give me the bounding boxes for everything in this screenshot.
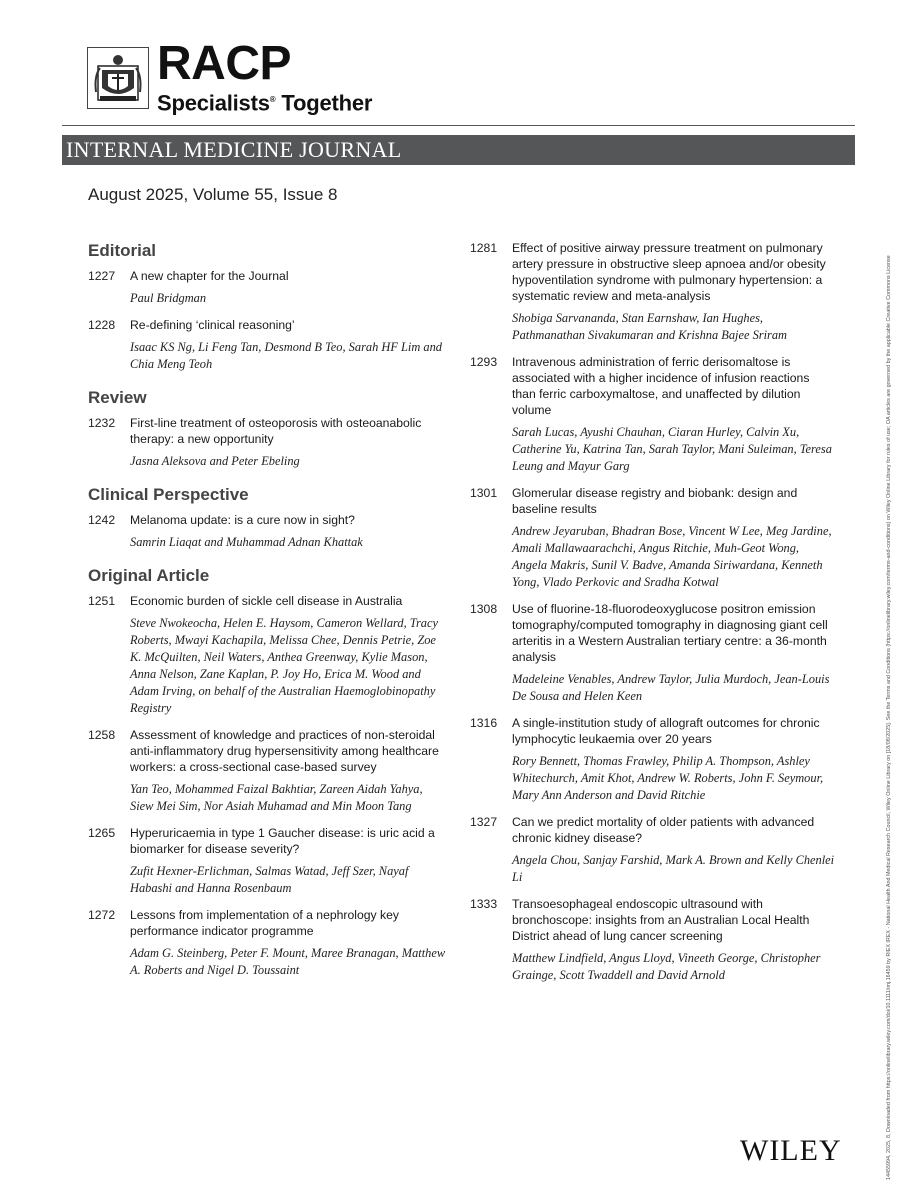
article-title: Assessment of knowledge and practices of non-steroidal anti-inflammatory drug hypersensitivity among healthcare workers: a cross-sectional case-based survey bbox=[130, 728, 439, 774]
entry-body bbox=[512, 240, 835, 344]
toc-entry bbox=[88, 727, 448, 815]
entry-body bbox=[130, 268, 448, 307]
article-authors: Madeleine Venables, Andrew Taylor, Julia Murdoch, Jean-Louis De Sousa and Helen Keen bbox=[512, 672, 830, 703]
page-number: 1281 bbox=[470, 241, 498, 255]
registered-mark: ® bbox=[269, 95, 276, 104]
article-authors: Paul Bridgman bbox=[130, 291, 207, 305]
section-heading: Review bbox=[88, 388, 147, 407]
article-title: Re-defining ‘clinical reasoning’ bbox=[130, 318, 295, 332]
entry-body bbox=[512, 715, 835, 804]
crest-icon bbox=[92, 52, 144, 104]
journal-title: INTERNAL MEDICINE JOURNAL bbox=[66, 137, 402, 162]
logo-tagline bbox=[157, 88, 372, 115]
toc-entry bbox=[470, 814, 835, 886]
entry-body bbox=[130, 727, 448, 815]
page-number: 1272 bbox=[88, 908, 116, 922]
article-authors: Jasna Aleksova and Peter Ebeling bbox=[130, 454, 300, 468]
toc-entry bbox=[470, 240, 835, 344]
download-notice: 14455994, 2025, 8, Downloaded from https://onlinelibrary.wiley.com/doi/10.1111/imj.16459 by RIEX IREX - National Health And Medical Research Council, Wiley Online Library on [18/08/2025]. See the Terms and Conditions (https://onlinelibrary.wiley.com/terms-and-conditions) on Wiley Online Library for rules of use; OA articles are governed by the applicable Creative Commons License bbox=[886, 255, 892, 1180]
tagline-end: Together bbox=[275, 90, 373, 116]
page-number: 1242 bbox=[88, 513, 116, 527]
page-number: 1232 bbox=[88, 416, 116, 430]
article-title: A single-institution study of allograft outcomes for chronic lymphocytic leukaemia over 20 years bbox=[512, 716, 820, 746]
toc-entry bbox=[88, 907, 448, 979]
article-title: Can we predict mortality of older patients with advanced chronic kidney disease? bbox=[512, 815, 815, 845]
toc-left-column bbox=[88, 240, 448, 989]
entry-body bbox=[130, 415, 448, 470]
article-authors: Zufit Hexner-Erlichman, Salmas Watad, Jeff Szer, Nayaf Habashi and Hanna Rosenbaum bbox=[130, 864, 409, 895]
article-title: Melanoma update: is a cure now in sight? bbox=[130, 513, 355, 527]
page-number: 1333 bbox=[470, 897, 498, 911]
article-authors: Matthew Lindfield, Angus Lloyd, Vineeth George, Christopher Grainge, Scott Twaddell and David Arnold bbox=[512, 951, 821, 982]
toc-entry bbox=[88, 268, 448, 307]
article-title: First-line treatment of osteoporosis with osteoanabolic therapy: a new opportunity bbox=[130, 416, 422, 446]
entry-body bbox=[130, 512, 448, 551]
article-authors: Sarah Lucas, Ayushi Chauhan, Ciaran Hurley, Calvin Xu, Catherine Yu, Katrina Tan, Sarah Taylor, Mani Suleiman, Teresa Leung and Mayur Garg bbox=[512, 425, 832, 473]
article-title: Intravenous administration of ferric derisomaltose is associated with a higher incidence of infusion reactions than ferric carboxymaltose, and unaffected by dilution volume bbox=[512, 355, 810, 417]
article-title: Hyperuricaemia in type 1 Gaucher disease: is uric acid a biomarker for disease severity? bbox=[130, 826, 435, 856]
entry-body bbox=[512, 485, 835, 591]
article-authors: Steve Nwokeocha, Helen E. Haysom, Cameron Wellard, Tracy Roberts, Mwayi Kachapila, Melissa Chee, Dennis Petrie, Zoe K. McQuilten, Neil Waters, Anthea Greenway, Kylie Mason, Anna Nelson, Zane Kaplan, P. Joy Ho, Erica M. Wood and Adam Irving, on behalf of the Australian Haemoglobinopathy Registry bbox=[130, 616, 438, 715]
racp-crest-logo bbox=[87, 47, 149, 109]
article-title: Transoesophageal endoscopic ultrasound with bronchoscope: insights from an Australian Local Health District ahead of lung cancer screening bbox=[512, 897, 810, 943]
page-number: 1301 bbox=[470, 486, 498, 500]
article-title: Economic burden of sickle cell disease in Australia bbox=[130, 594, 403, 608]
publisher-logo: WILEY bbox=[740, 1134, 842, 1167]
issue-info: August 2025, Volume 55, Issue 8 bbox=[88, 185, 338, 204]
article-authors: Rory Bennett, Thomas Frawley, Philip A. Thompson, Ashley Whitechurch, Amit Khot, Andrew W. Roberts, John F. Seymour, Mary Ann Anderson and David Ritchie bbox=[512, 754, 824, 802]
entry-body bbox=[130, 907, 448, 979]
page-number: 1308 bbox=[470, 602, 498, 616]
article-authors: Isaac KS Ng, Li Feng Tan, Desmond B Teo, Sarah HF Lim and Chia Meng Teoh bbox=[130, 340, 442, 371]
page-number: 1293 bbox=[470, 355, 498, 369]
article-authors: Yan Teo, Mohammed Faizal Bakhtiar, Zareen Aidah Yahya, Siew Mei Sim, Nor Asiah Muhamad and Min Moon Tang bbox=[130, 782, 423, 813]
entry-body bbox=[130, 593, 448, 717]
tagline-text: Specialists bbox=[157, 90, 270, 116]
page-number: 1258 bbox=[88, 728, 116, 742]
section-heading: Original Article bbox=[88, 566, 210, 585]
article-authors: Samrin Liaqat and Muhammad Adnan Khattak bbox=[130, 535, 363, 549]
toc-entry bbox=[88, 512, 448, 551]
entry-body bbox=[130, 317, 448, 373]
page-number: 1316 bbox=[470, 716, 498, 730]
logo-wordmark: RACP bbox=[157, 37, 292, 90]
toc-entry bbox=[470, 485, 835, 591]
entry-body bbox=[512, 896, 835, 984]
article-authors: Shobiga Sarvananda, Stan Earnshaw, Ian Hughes, Pathmanathan Sivakumaran and Krishna Bajee Sriram bbox=[512, 311, 787, 342]
page-number: 1228 bbox=[88, 318, 116, 332]
page-number: 1227 bbox=[88, 269, 116, 283]
entry-body bbox=[512, 601, 835, 705]
article-authors: Andrew Jeyaruban, Bhadran Bose, Vincent W Lee, Meg Jardine, Amali Mallawaarachchi, Angus Ritchie, Muh-Geot Wong, Angela Makris, Sunil V. Badve, Amanda Siriwardana, Kenneth Yong, Vlado Perkovic and Sradha Kotwal bbox=[512, 524, 832, 589]
toc-right-column bbox=[470, 240, 835, 994]
article-authors: Angela Chou, Sanjay Farshid, Mark A. Brown and Kelly Chenlei Li bbox=[512, 853, 835, 884]
page-number: 1265 bbox=[88, 826, 116, 840]
toc-entry bbox=[470, 354, 835, 475]
toc-entry bbox=[470, 896, 835, 984]
article-title: Effect of positive airway pressure treatment on pulmonary artery pressure in obstructive sleep apnoea and/or obesity hypoventilation syndrome with pulmonary hypertension: a systematic review and meta-analysis bbox=[512, 241, 826, 303]
page-number: 1251 bbox=[88, 594, 116, 608]
section-heading: Editorial bbox=[88, 241, 157, 260]
article-title: Lessons from implementation of a nephrology key performance indicator programme bbox=[130, 908, 399, 938]
entry-body bbox=[130, 825, 448, 897]
toc-entry bbox=[470, 601, 835, 705]
toc-entry bbox=[88, 825, 448, 897]
page-number: 1327 bbox=[470, 815, 498, 829]
header-rule bbox=[62, 125, 855, 126]
section-heading: Clinical Perspective bbox=[88, 485, 249, 504]
toc-entry bbox=[88, 593, 448, 717]
article-title: Glomerular disease registry and biobank: design and baseline results bbox=[512, 486, 798, 516]
entry-body bbox=[512, 354, 835, 475]
toc-entry bbox=[88, 415, 448, 470]
article-authors: Adam G. Steinberg, Peter F. Mount, Maree Branagan, Matthew A. Roberts and Nigel D. Toussaint bbox=[130, 946, 446, 977]
toc-entry bbox=[470, 715, 835, 804]
article-title: Use of fluorine-18-fluorodeoxyglucose positron emission tomography/computed tomography in diagnosing giant cell arteritis in a Western Australian tertiary centre: a 36-month analysis bbox=[512, 602, 828, 664]
toc-entry bbox=[88, 317, 448, 373]
article-title: A new chapter for the Journal bbox=[130, 269, 289, 283]
entry-body bbox=[512, 814, 835, 886]
